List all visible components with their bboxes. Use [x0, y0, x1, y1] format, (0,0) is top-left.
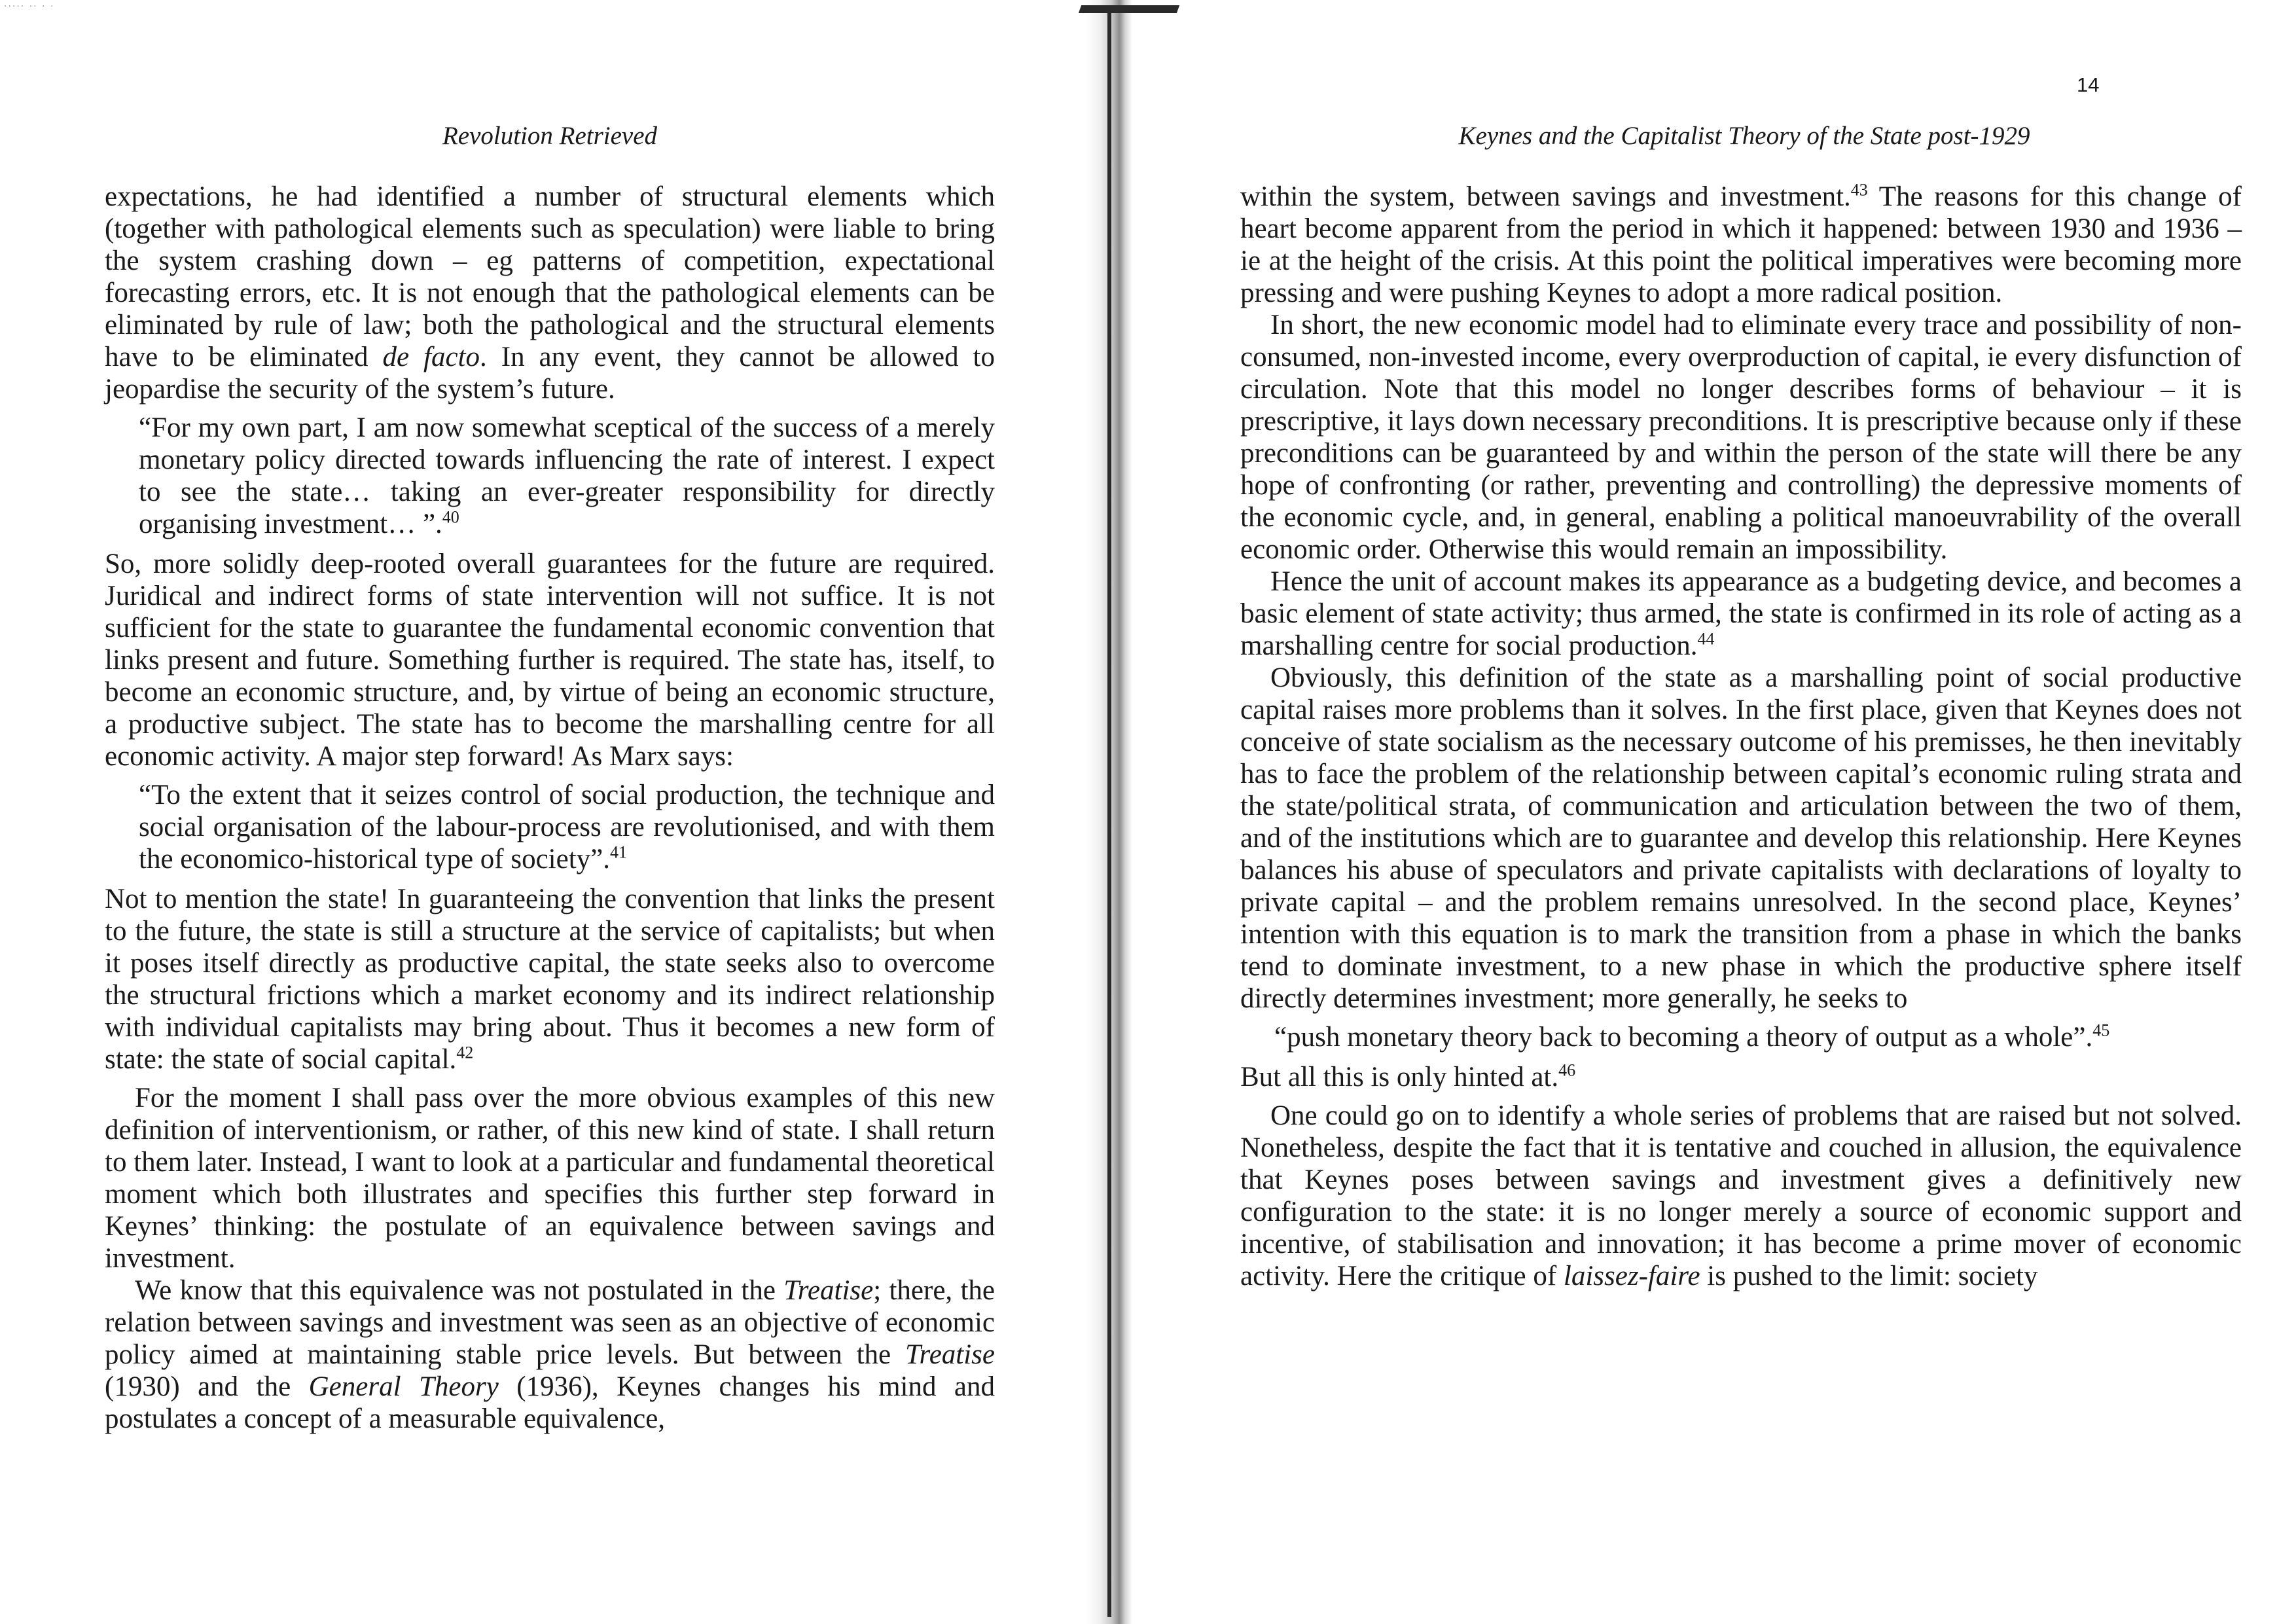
left-page-text [105, 181, 995, 1435]
left-quote-keynes: “For my own part, I am now somewhat sceptical of the success of a merely monetary policy directed towards influencing the rate of interest. I expect to see the state… taking an ever-greater responsibility for directly organising investment… ”.$^{40}$ [139, 412, 995, 539]
footnote-41: 41 [610, 842, 627, 862]
left-page [0, 0, 1106, 1624]
footnote-43: 43 [1850, 180, 1868, 200]
left-running-head: Revolution Retrieved [442, 122, 658, 150]
left-paragraph-4: For the moment I shall pass over the more obvious examples of this new definition of interventionism, or rather, of this new kind of state. I shall return to them later. Instead, I want to look at a particular and fundamental theoretical moment which both illustrates and specifies this further step forward in Keynes’ thinking: the postulate of an equivalence between savings and investment. [105, 1083, 995, 1274]
right-page-text [1240, 181, 2242, 1292]
right-paragraph-6: One could go on to identify a whole series of problems that are raised but not solved. Nonetheless, despite the fact that it is tentative and couched in allusion, the equivalence that Keynes poses between savings and investment gives a definitively new configuration to the state: it is no longer merely a source of economic support and incentive, of stabilisation and innovation; it has become a prime mover of economic activity. Here the critique of laissez-faire is pushed to the limit: society [1240, 1100, 2242, 1291]
left-quote-marx: “To the extent that it seizes control of social production, the technique and social organisation of the labour-process are revolutionised, and with them the economico-historical type of society”.$^{41}$ [139, 780, 995, 875]
right-quote-keynes: “push monetary theory back to becoming a theory of output as a whole”.$^{45}$ [1274, 1020, 2110, 1053]
right-paragraph-4: Obviously, this definition of the state as a marshalling point of social productive capital raises more problems than it solves. In the first place, given that Keynes does not conceive of state socialism as the necessary outcome of his premisses, he then inevitably has to face the problem of the relationship between capital’s economic ruling strata and the state/political strata, of communication and articulation between the two of them, and of the institutions which are to guarantee and develop this relationship. Here Keynes balances his abuse of speculators and private capitalists with declarations of loyalty to private capital – and the problem remains unresolved. In the second place, Keynes’ intention with this equation is to mark the transition from a phase in which the banks tend to dominate investment, to a new phase in which the productive sphere itself directly determines investment; more generally, he seeks to [1240, 662, 2242, 1014]
gutter-spine-line [1107, 13, 1111, 1617]
footnote-44: 44 [1697, 629, 1715, 649]
footnote-45: 45 [2092, 1020, 2110, 1040]
right-paragraph-3: Hence the unit of account makes its appearance as a budgeting device, and becomes a basic element of state activity; thus armed, the state is confirmed in its role of acting as a marshalling centre for social production.$^{44}$ [1240, 566, 2242, 661]
left-paragraph-1: expectations, he had identified a number of structural elements which (together with pathological elements such as speculation) were liable to bring the system crashing down – eg patterns of competition, expectational forecasting errors, etc. It is not enough that the pathological elements can be eliminated by rule of law; both the pathological and the structural elements have to be eliminated de facto. In any event, they cannot be allowed to jeopardise the security of the system’s future. [105, 181, 995, 405]
right-paragraph-5: But all this is only hinted at.$^{46}$ [1240, 1060, 1576, 1092]
left-paragraph-5: We know that this equivalence was not postulated in the Treatise; there, the relation between savings and investment was seen as an objective of economic policy aimed at maintaining stable price levels. But between the Treatise (1930) and the General Theory (1936), Keynes changes his mind and postulates a concept of a measurable equivalence, [105, 1275, 995, 1434]
right-paragraph-1: within the system, between savings and investment.$^{43}$ The reasons for this change of heart become apparent from the period in which it happened: between 1930 and 1936 – ie at the height of the crisis. At this point the political imperatives were becoming more pressing and were pushing Keynes to adopt a more radical position. [1240, 180, 2242, 308]
footnote-40: 40 [442, 507, 459, 527]
right-running-head: Keynes and the Capitalist Theory of the State post-1929 [1458, 122, 2030, 150]
scan-specks: ⋅⋅⋅⋅⋅ ⋅⋅ ⋅ ⋅ [4, 1, 55, 12]
page-number: 14 [2077, 73, 2100, 96]
footnote-46: 46 [1558, 1060, 1576, 1080]
footnote-42: 42 [456, 1043, 474, 1062]
right-page [1126, 0, 2296, 1624]
left-paragraph-3: Not to mention the state! In guaranteeing the convention that links the present to the future, the state is still a structure at the service of capitalists; but when it poses itself directly as productive capital, the state seeks also to overcome the structural frictions which a market economy and its indirect relationship with individual capitalists may bring about. Thus it becomes a new form of state: the state of social capital.$^{42}$ [105, 884, 995, 1075]
right-paragraph-2: In short, the new economic model had to eliminate every trace and possibility of non-consumed, non-invested income, every overproduction of capital, ie every disfunction of circulation. Note that this model no longer describes forms of behaviour – it is prescriptive, it lays down necessary preconditions. It is prescriptive because only if these preconditions can be guaranteed by and within the person of the state will there be any hope of confronting (or rather, preventing and controlling) the depressive moments of the economic cycle, and, in general, enabling a political manoeuvrability of the overall economic order. Otherwise this would remain an impossibility. [1240, 310, 2242, 565]
left-paragraph-2: So, more solidly deep-rooted overall guarantees for the future are required. Juridical and indirect forms of state intervention will not suffice. It is not sufficient for the state to guarantee the fundamental economic convention that links present and future. Something further is required. The state has, itself, to become an economic structure, and, by virtue of being an economic structure, a productive subject. The state has to become the marshalling centre for all economic activity. A major step forward! As Marx says: [105, 549, 995, 772]
